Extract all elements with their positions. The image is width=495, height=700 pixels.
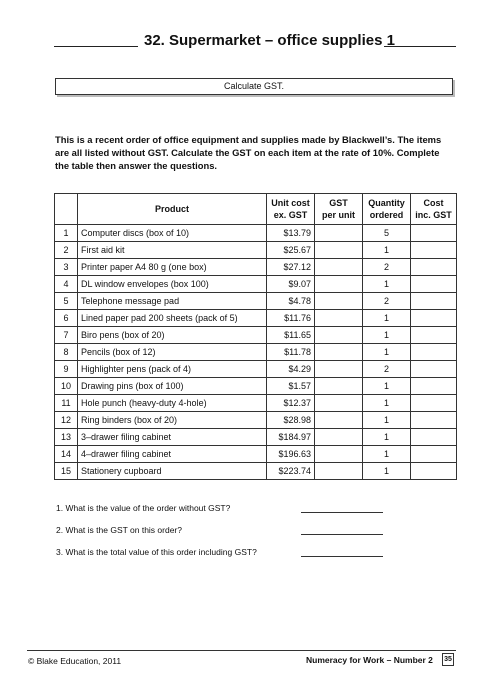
question-row	[56, 547, 456, 569]
answer-line[interactable]	[301, 556, 383, 557]
row-number: 5	[55, 293, 78, 310]
quantity-cell: 1	[363, 344, 411, 361]
answer-line[interactable]	[301, 512, 383, 513]
row-number: 2	[55, 242, 78, 259]
row-number: 11	[55, 395, 78, 412]
cost-inc-gst-cell[interactable]	[411, 412, 457, 429]
row-number: 3	[55, 259, 78, 276]
gst-cell[interactable]	[315, 446, 363, 463]
cost-inc-gst-cell[interactable]	[411, 344, 457, 361]
gst-cell[interactable]	[315, 293, 363, 310]
unit-cost: $1.57	[267, 378, 315, 395]
quantity-cell: 1	[363, 378, 411, 395]
header-gst	[315, 194, 363, 225]
product-name: 4–drawer filing cabinet	[78, 446, 267, 463]
header-unit-cost-line1: Unit cost	[271, 198, 310, 208]
page-header	[54, 32, 456, 54]
gst-cell[interactable]	[315, 429, 363, 446]
cost-inc-gst-cell[interactable]	[411, 429, 457, 446]
table-row	[55, 378, 457, 395]
unit-cost: $184.97	[267, 429, 315, 446]
cost-inc-gst-cell[interactable]	[411, 276, 457, 293]
header-gst-line1: GST	[329, 198, 348, 208]
page-title: 32. Supermarket – office supplies 1	[144, 32, 395, 49]
instruction-box: Calculate GST.	[55, 78, 453, 95]
table-row	[55, 395, 457, 412]
cost-inc-gst-cell[interactable]	[411, 310, 457, 327]
cost-inc-gst-cell[interactable]	[411, 361, 457, 378]
quantity-cell: 1	[363, 395, 411, 412]
quantity-cell: 5	[363, 225, 411, 242]
title-rule-left	[54, 46, 138, 47]
product-name: Telephone message pad	[78, 293, 267, 310]
cost-inc-gst-cell[interactable]	[411, 327, 457, 344]
cost-inc-gst-cell[interactable]	[411, 242, 457, 259]
product-name: Drawing pins (box of 100)	[78, 378, 267, 395]
row-number: 6	[55, 310, 78, 327]
row-number: 14	[55, 446, 78, 463]
product-name: First aid kit	[78, 242, 267, 259]
question-text: 1. What is the value of the order without GST?	[56, 503, 231, 513]
unit-cost: $4.29	[267, 361, 315, 378]
quantity-cell: 1	[363, 327, 411, 344]
row-number: 15	[55, 463, 78, 480]
cost-inc-gst-cell[interactable]	[411, 293, 457, 310]
product-name: Highlighter pens (pack of 4)	[78, 361, 267, 378]
header-unit-cost-line2: ex. GST	[273, 210, 308, 220]
cost-inc-gst-cell[interactable]	[411, 259, 457, 276]
gst-cell[interactable]	[315, 361, 363, 378]
header-quantity-line1: Quantity	[368, 198, 405, 208]
product-name: Printer paper A4 80 g (one box)	[78, 259, 267, 276]
quantity-cell: 1	[363, 446, 411, 463]
table-row	[55, 446, 457, 463]
question-text: 2. What is the GST on this order?	[56, 525, 182, 535]
cost-inc-gst-cell[interactable]	[411, 225, 457, 242]
header-gst-line2: per unit	[322, 210, 355, 220]
header-product: Product	[78, 194, 267, 225]
row-number: 7	[55, 327, 78, 344]
header-cost-inc	[411, 194, 457, 225]
gst-cell[interactable]	[315, 395, 363, 412]
header-number	[55, 194, 78, 225]
question-text: 3. What is the total value of this order including GST?	[56, 547, 257, 557]
product-name: Computer discs (box of 10)	[78, 225, 267, 242]
table-row	[55, 463, 457, 480]
unit-cost: $4.78	[267, 293, 315, 310]
question-row	[56, 525, 456, 547]
header-unit-cost	[267, 194, 315, 225]
table-row	[55, 412, 457, 429]
gst-cell[interactable]	[315, 259, 363, 276]
unit-cost: $11.76	[267, 310, 315, 327]
product-name: 3–drawer filing cabinet	[78, 429, 267, 446]
table-row	[55, 429, 457, 446]
quantity-cell: 2	[363, 293, 411, 310]
footer-book-title: Numeracy for Work – Number 2	[306, 655, 433, 665]
unit-cost: $9.07	[267, 276, 315, 293]
row-number: 8	[55, 344, 78, 361]
gst-cell[interactable]	[315, 327, 363, 344]
product-name: Pencils (box of 12)	[78, 344, 267, 361]
row-number: 1	[55, 225, 78, 242]
row-number: 10	[55, 378, 78, 395]
product-name: Biro pens (box of 20)	[78, 327, 267, 344]
table-row	[55, 242, 457, 259]
table-row	[55, 225, 457, 242]
table-row	[55, 361, 457, 378]
quantity-cell: 1	[363, 276, 411, 293]
quantity-cell: 1	[363, 412, 411, 429]
table-row	[55, 259, 457, 276]
product-name: Lined paper pad 200 sheets (pack of 5)	[78, 310, 267, 327]
header-quantity	[363, 194, 411, 225]
unit-cost: $223.74	[267, 463, 315, 480]
row-number: 4	[55, 276, 78, 293]
gst-cell[interactable]	[315, 276, 363, 293]
intro-paragraph: This is a recent order of office equipment and supplies made by Blackwell’s. The items are all listed without GST. Calculate the GST on each item at the rate of 10%. Complete the table then answer the questions.	[55, 134, 442, 171]
gst-cell[interactable]	[315, 463, 363, 480]
quantity-cell: 1	[363, 242, 411, 259]
quantity-cell: 1	[363, 429, 411, 446]
unit-cost: $13.79	[267, 225, 315, 242]
table-row	[55, 293, 457, 310]
answer-line[interactable]	[301, 534, 383, 535]
questions-section	[56, 503, 456, 569]
row-number: 12	[55, 412, 78, 429]
header-cost-inc-line2: inc. GST	[415, 210, 452, 220]
footer-rule	[27, 650, 456, 651]
cost-inc-gst-cell[interactable]	[411, 395, 457, 412]
unit-cost: $28.98	[267, 412, 315, 429]
unit-cost: $196.63	[267, 446, 315, 463]
table-row	[55, 276, 457, 293]
product-name: DL window envelopes (box 100)	[78, 276, 267, 293]
order-table	[54, 193, 457, 480]
unit-cost: $25.67	[267, 242, 315, 259]
unit-cost: $11.65	[267, 327, 315, 344]
table-header-row	[55, 194, 457, 225]
unit-cost: $11.78	[267, 344, 315, 361]
header-quantity-line2: ordered	[369, 210, 404, 220]
table-row	[55, 327, 457, 344]
quantity-cell: 1	[363, 463, 411, 480]
question-row	[56, 503, 456, 525]
quantity-cell: 2	[363, 259, 411, 276]
gst-cell[interactable]	[315, 242, 363, 259]
product-name: Ring binders (box of 20)	[78, 412, 267, 429]
table-row	[55, 310, 457, 327]
unit-cost: $27.12	[267, 259, 315, 276]
footer-copyright: © Blake Education, 2011	[28, 656, 122, 666]
quantity-cell: 1	[363, 310, 411, 327]
header-cost-inc-line1: Cost	[423, 198, 444, 208]
page-number: 35	[442, 653, 454, 666]
title-rule-right	[384, 46, 456, 47]
product-name: Stationery cupboard	[78, 463, 267, 480]
product-name: Hole punch (heavy-duty 4-hole)	[78, 395, 267, 412]
gst-cell[interactable]	[315, 378, 363, 395]
row-number: 9	[55, 361, 78, 378]
cost-inc-gst-cell[interactable]	[411, 446, 457, 463]
unit-cost: $12.37	[267, 395, 315, 412]
cost-inc-gst-cell[interactable]	[411, 463, 457, 480]
row-number: 13	[55, 429, 78, 446]
quantity-cell: 2	[363, 361, 411, 378]
gst-cell[interactable]	[315, 310, 363, 327]
cost-inc-gst-cell[interactable]	[411, 378, 457, 395]
gst-cell[interactable]	[315, 344, 363, 361]
table-row	[55, 344, 457, 361]
gst-cell[interactable]	[315, 225, 363, 242]
gst-cell[interactable]	[315, 412, 363, 429]
